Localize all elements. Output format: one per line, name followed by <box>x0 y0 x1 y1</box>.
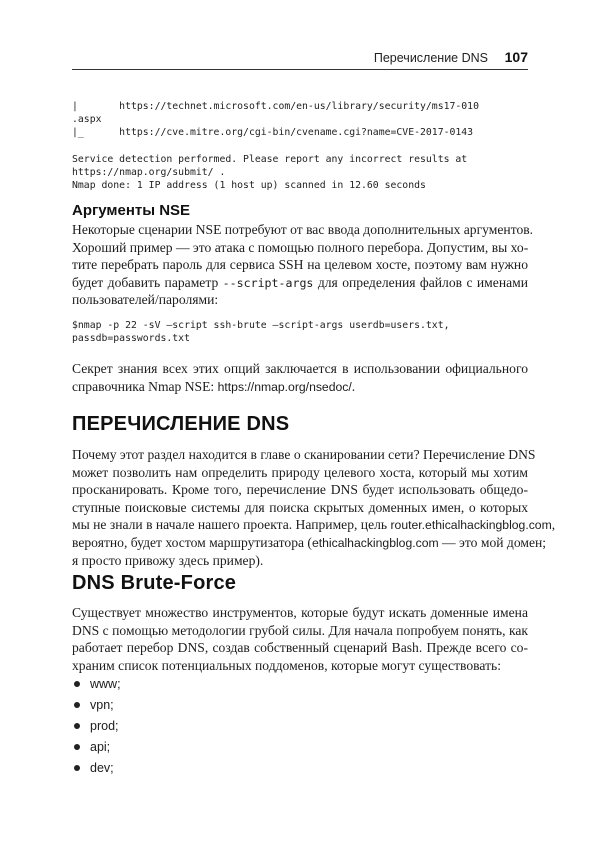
text-line: пользователей/паролями: <box>72 292 219 308</box>
list-item: api; <box>72 739 372 760</box>
text-line: будет добавить параметр --script-args для определения файлов с именами <box>72 274 529 290</box>
dns-bruteforce-heading: DNS Brute-Force <box>72 572 237 594</box>
text-line: DNS с помощью методологии грубой силы. Для начала попробуем понять, как <box>72 622 528 638</box>
page-number: 107 <box>504 49 528 65</box>
text-line: Хороший пример — это атака с помощью полного перебора. Допустим, вы хо- <box>72 239 529 255</box>
code-line: passdb=passwords.txt <box>72 333 190 345</box>
code-line: .aspx <box>72 114 102 126</box>
text-line: ступные поисковые системы для поиска скрытых доменных имен, о которых <box>72 499 528 515</box>
text-line: храним список потенциальных поддоменов, которые могут существовать: <box>72 657 501 673</box>
nsedoc-link[interactable]: https://nmap.org/nsedoc/ <box>217 379 352 394</box>
list-item: www; <box>72 676 372 697</box>
dns-enumeration-heading: ПЕРЕЧИСЛЕНИЕ DNS <box>72 413 290 435</box>
running-header <box>0 50 600 70</box>
subdomain-list <box>72 676 372 781</box>
text-line: просканировать. Кроме того, перечисление DNS будет использовать общедо- <box>72 482 528 498</box>
list-item: vpn; <box>72 697 372 718</box>
text-line: вероятно, будет хостом маршрутизатора (ethicalhackingblog.com — это мой домен; <box>72 534 547 550</box>
text-line: Секрет знания всех этих опций заключается в использовании официального <box>72 361 528 376</box>
nse-heading: Аргументы NSE <box>72 202 191 219</box>
running-header-title: Перечисление DNS <box>373 51 488 65</box>
dns-bruteforce-paragraph <box>72 604 528 674</box>
header-rule <box>72 69 528 70</box>
nse-reference-paragraph <box>72 360 528 395</box>
nse-code-block <box>72 319 532 345</box>
bullet-icon <box>74 681 80 687</box>
text-line: я просто привожу здесь пример). <box>72 552 264 568</box>
text-line: Существует множество инструментов, которые будут искать доменные имена <box>72 605 528 620</box>
nse-paragraph <box>72 221 534 309</box>
text-line: может позволить нам определить природу целевого хоста, который мы хотим <box>72 464 528 480</box>
bullet-icon <box>74 702 80 708</box>
bullet-icon <box>74 723 80 729</box>
text-line: работает перебор DNS, создав собственный сценарий Bash. Прежде всего со- <box>72 640 528 656</box>
code-line: $nmap -p 22 -sV –script ssh-brute –script-args userdb=users.txt, <box>72 320 450 331</box>
code-line: Nmap done: 1 IP address (1 host up) scanned in 12.60 seconds <box>72 180 426 192</box>
code-line: |_ https://cve.mitre.org/cgi-bin/cvename.cgi?name=CVE-2017-0143 <box>72 127 474 139</box>
dns-enumeration-paragraph <box>72 446 556 569</box>
bullet-icon <box>74 744 80 750</box>
text-line: справочника Nmap NSE: https://nmap.org/nsedoc/. <box>72 378 356 394</box>
inline-code: --script-args <box>222 275 314 290</box>
list-item: dev; <box>72 760 372 781</box>
list-item: prod; <box>72 718 372 739</box>
text-line: Почему этот раздел находится в главе о сканировании сети? Перечисление DNS <box>72 447 536 462</box>
nmap-output-block <box>72 100 532 192</box>
code-line: Service detection performed. Please report any incorrect results at <box>72 153 468 165</box>
code-line: https://nmap.org/submit/ . <box>72 166 226 178</box>
text-line: Некоторые сценарии NSE потребуют от вас ввода дополнительных аргументов. <box>72 222 534 237</box>
text-line: тите перебрать пароль для сервиса SSH на целевом хосте, поэтому вам нужно <box>72 257 528 273</box>
router-domain-link[interactable]: router.ethicalhackingblog.com <box>390 518 552 533</box>
text-line: мы не знали в начале нашего проекта. Например, цель router.ethicalhackingblog.com, <box>72 517 556 533</box>
code-line <box>72 140 532 153</box>
bullet-icon <box>74 765 80 771</box>
blog-domain-link[interactable]: ethicalhackingblog.com <box>311 535 439 550</box>
code-line: | https://technet.microsoft.com/en-us/library/security/ms17-010 <box>72 101 479 112</box>
